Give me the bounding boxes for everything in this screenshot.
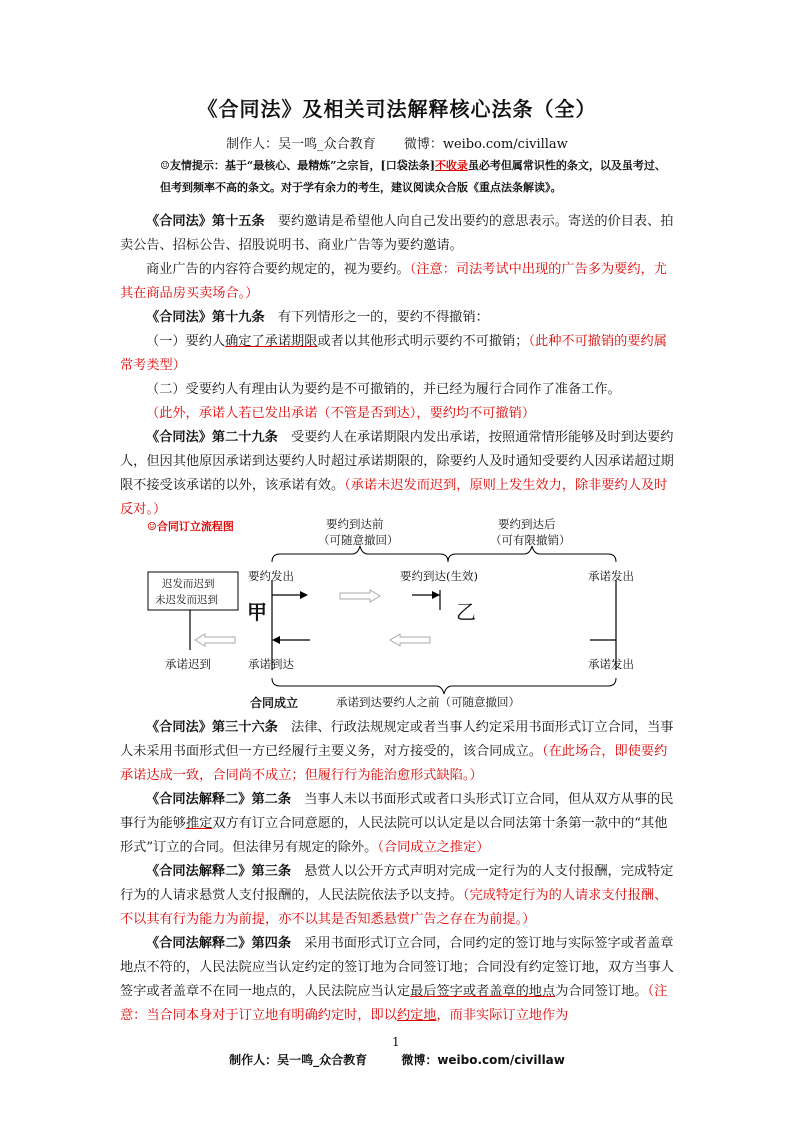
accept-sent-top: 承诺发出 [588, 569, 634, 583]
box-line-2: 未迟发而迟到 [155, 594, 218, 606]
late-accept: 承诺迟到 [165, 657, 211, 671]
article-heading: 《合同法解释二》第二条 [146, 792, 292, 807]
article-text: 当事人未以书面形式或者口头形式订立合同，但从双方从事的民事行为能够 [120, 792, 674, 831]
page-title: 《合同法》及相关司法解释核心法条（全） [197, 97, 597, 121]
article-heading: 《合同法》第三十六条 [146, 720, 278, 735]
underlined-text: 确定了承诺期限 [225, 334, 318, 349]
contract-flow-diagram [0, 510, 794, 715]
accept-arrive: 承诺到达 [248, 657, 294, 671]
article-text: 有下列情形之一的，要约不得撤销： [264, 310, 489, 325]
article-text: 悬赏人以公开方式声明对完成一定行为的人支付报酬，完成特定行为的人请求悬赏人支付报酬的，人民法院依法予以支持。 [120, 864, 674, 903]
article-note: （此种不可撤销的要约属常考类型） [120, 334, 667, 373]
article-note: （此外，承诺人若已发出承诺（不管是否到达），要约均不可撤销） [146, 406, 536, 421]
article-text: 要约邀请是希望他人向自己发出要约的意思表示。寄送的价目表、拍卖公告、招标公告、招股说明书、商业广告等为要约邀请。 [120, 214, 674, 253]
party-a: 甲 [247, 600, 267, 624]
diagram-title: ☺合同订立流程图 [147, 520, 234, 533]
article-note: （完成特定行为的人请求支付报酬、不以其有行为能力为前提，亦不以其是否知悉悬赏广告之存在为前提。） [120, 888, 668, 927]
formed-note: 承诺到达要约人之前（可随意撤回） [336, 695, 520, 709]
tip-line-2: 但考到频率不高的条文。对于学有余力的考生，建议阅读众合版《重点法条解读》。 [160, 181, 562, 194]
brace-formed [272, 678, 616, 694]
paragraph-ad [120, 258, 680, 306]
underlined-text: 最后签字或者盖章的地点 [410, 984, 556, 999]
paragraph-19 [120, 306, 680, 330]
dotted-arrow-left [390, 634, 430, 646]
tip-text: ☺友情提示：基于“最核心、最精炼”之宗旨，[口袋法条] [160, 159, 435, 172]
after-sub: （可有限撤销） [490, 533, 571, 547]
article-heading: 《合同法解释二》第三条 [146, 864, 292, 879]
paragraph-29 [120, 426, 680, 522]
article-heading: 《合同法》第十五条 [146, 214, 265, 229]
page-number: 1 [392, 1035, 400, 1049]
article-heading: 《合同法》第十九条 [146, 310, 265, 325]
page-footer [0, 1051, 794, 1068]
article-text: 法律、行政法规规定或者当事人约定采用书面形式订立合同，当事人未采用书面形式但一方已经履行主要义务，对方接受的，该合同成立。 [120, 720, 674, 759]
article-block-1 [120, 210, 680, 522]
article-note-underlined: 约定地 [396, 1008, 437, 1023]
paragraph-19-2: （二）受要约人有理由认为要约是不可撤销的，并已经为履行合同作了准备工作。 [146, 382, 621, 397]
article-text: （一）要约人 [146, 334, 226, 349]
article-note: （注意：当合同本身对于订立地有明确约定时，即以 [120, 984, 668, 1023]
after-label: 要约到达后 [498, 517, 556, 531]
paragraph-int2-3 [120, 860, 680, 932]
before-label: 要约到达前 [326, 517, 384, 531]
paragraph-int2-2 [120, 788, 680, 860]
article-note: （注意：司法考试中出现的广告多为要约，尤其在商品房买卖场合。） [120, 262, 667, 301]
article-text: 或者以其他形式明示要约不可撤销； [317, 334, 529, 349]
offer-arrow-head [300, 591, 308, 599]
brace-after [448, 546, 616, 562]
article-heading: 《合同法解释二》第四条 [146, 936, 292, 951]
before-sub: （可随意撤回） [318, 533, 399, 547]
offer-sent: 要约发出 [248, 569, 294, 583]
article-note: （在此场合，即使要约承诺达成一致，合同尚不成立；但履行行为能治愈形式缺陷。） [120, 744, 668, 783]
footer-weibo[interactable]: 微博：weibo.com/civillaw [401, 1053, 565, 1067]
paragraph-15 [120, 210, 680, 258]
article-note: （承诺未迟发而迟到，原则上发生效力，除非要约人及时反对。） [120, 478, 668, 517]
paragraph-int2-4 [120, 932, 680, 1028]
tip-text: 虽必考但属常识性的条文，以及虽考过、 [467, 159, 666, 172]
paragraph-19-1 [120, 330, 680, 378]
author-line [0, 133, 794, 152]
paragraph-36 [120, 716, 680, 788]
contract-formed: 合同成立 [250, 696, 299, 710]
article-note: ，而非实际订立地作为 [436, 1008, 569, 1023]
article-text: 为合同签订地。 [555, 984, 648, 999]
tip-highlight: 不收录 [434, 159, 468, 172]
article-text: 受要约人在承诺期限内发出承诺，按照通常情形能够及时到达要约人，但因其他原因承诺到达要约人时超过承诺期限的，除要约人及时通知受要约人因承诺超过期限不接受该承诺的以外，该承诺有效。 [120, 430, 674, 493]
brace-before [272, 546, 448, 562]
footer-author: 制作人：吴一鸣_众合教育 [229, 1053, 368, 1067]
offer-arrive: 要约到达(生效) [400, 569, 478, 583]
underlined-text: 推定 [185, 816, 213, 831]
article-heading: 《合同法》第二十九条 [146, 430, 278, 445]
dotted-arrow-right [340, 590, 380, 602]
article-text: 双方有订立合同意愿的，人民法院可以认定是以合同法第十条第一款中的“其他形式”订立的合同。但法律另有规定的除外。 [120, 816, 668, 855]
article-text: 商业广告的内容符合要约规定的，视为要约。 [146, 262, 410, 277]
author-name: 制作人：吴一鸣_众合教育 [226, 137, 376, 152]
article-note: （合同成立之推定） [377, 840, 490, 855]
weibo-link[interactable]: 微博：weibo.com/civillaw [403, 137, 568, 152]
article-block-2 [120, 716, 680, 1028]
box-line-1: 迟发而迟到 [162, 578, 215, 590]
article-text: 采用书面形式订立合同，合同约定的签订地与实际签字或者盖章地点不符的，人民法院应当认定约定的签订地为合同签订地；合同没有约定签订地，双方当事人签字或者盖章不在同一地点的，人民法院应当认定 [120, 936, 674, 999]
paragraph-19-note [120, 402, 680, 426]
tip-line-1 [160, 157, 666, 173]
accept-sent-bottom: 承诺发出 [588, 657, 634, 671]
party-b: 乙 [456, 600, 476, 624]
accept-arrow-head [272, 636, 280, 644]
